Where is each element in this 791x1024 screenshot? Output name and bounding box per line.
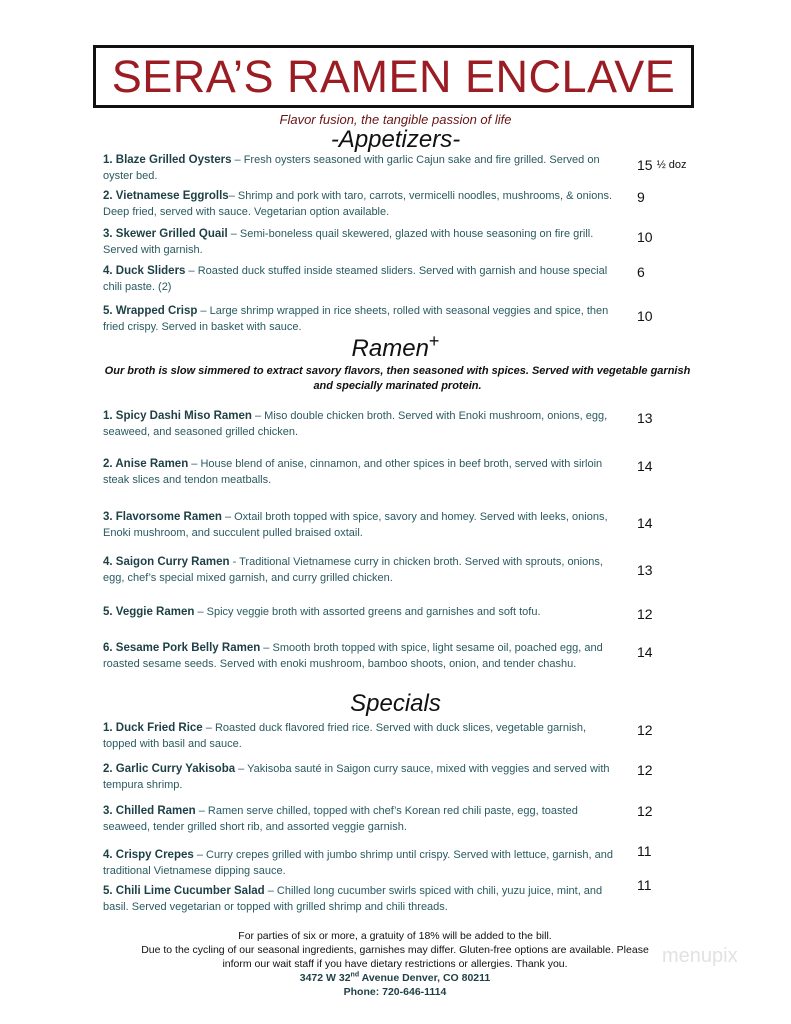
item-name: 4. Duck Sliders: [103, 265, 186, 277]
item-name: 1. Blaze Grilled Oysters: [103, 154, 232, 166]
item-price: 13: [637, 410, 653, 426]
item-price: 12: [637, 762, 653, 778]
ramen-heading: [0, 331, 791, 362]
item-price: 10: [637, 308, 653, 324]
item-name: 3. Flavorsome Ramen: [103, 511, 222, 523]
specials-item: [103, 884, 618, 915]
tagline: Flavor fusion, the tangible passion of life: [279, 112, 512, 127]
item-price: 11: [637, 877, 652, 893]
phone: Phone: 720-646-1114: [343, 986, 447, 998]
ramen-item: [103, 641, 618, 672]
ramen-item: [103, 510, 618, 541]
item-description: – Large shrimp wrapped in rice sheets, rolled with seasonal veggies and spice, then fried crispy. Served in basket with sauce.: [103, 305, 609, 333]
item-price: 10: [637, 229, 653, 245]
item-price: 15 $^{\frac{1}{2} doz}$: [637, 157, 687, 173]
item-description: – Miso double chicken broth. Served with Enoki mushroom, onions, egg, seaweed, and seasoned grilled chicken.: [103, 410, 608, 438]
specials-item: [103, 804, 618, 835]
item-description: – Roasted duck flavored fried rice. Served with duck slices, vegetable garnish, topped with basil and sauce.: [103, 722, 587, 750]
ramen-item: [103, 555, 618, 586]
ramen-heading-mark: +: [428, 331, 440, 351]
item-price: 6: [637, 264, 645, 280]
item-description: – Smooth broth topped with spice, light sesame oil, poached egg, and roasted sesame seeds. Served with enoki mushroom, bamboo shoots, onion, and tender chashu.: [103, 642, 603, 670]
item-name: 1. Spicy Dashi Miso Ramen: [103, 410, 252, 422]
appetizers-item: [103, 227, 618, 258]
item-description: – Yakisoba sauté in Saigon curry sauce, mixed with veggies and served with tempura shrimp.: [103, 763, 610, 791]
item-description: – Ramen serve chilled, topped with chef’s Korean red chili paste, egg, toasted seaweed, tender grilled short rib, and assorted veggie garnish.: [103, 805, 578, 833]
item-price: 9: [637, 189, 645, 205]
item-description: – House blend of anise, cinnamon, and other spices in beef broth, served with sirloin steak slices and tendon meatballs.: [103, 458, 603, 486]
ramen-item: [103, 457, 618, 488]
item-name: 1. Duck Fried Rice: [103, 722, 203, 734]
item-price: 14: [637, 458, 653, 474]
specials-item: [103, 721, 618, 752]
item-name: 5. Chili Lime Cucumber Salad: [103, 885, 265, 897]
item-description: – Semi-boneless quail skewered, glazed with house seasoning on fire grill. Served with garnish.: [103, 228, 594, 256]
item-description: - Traditional Vietnamese curry in chicken broth. Served with sprouts, onions, egg, chef’s special mixed garnish, and curry grilled chicken.: [103, 556, 603, 584]
item-price: 12: [637, 722, 653, 738]
ramen-heading-text: Ramen: [351, 335, 429, 362]
footer: [140, 929, 650, 999]
item-description: – Chilled long cucumber swirls spiced with chili, yuzu juice, mint, and basil. Served vegetarian or topped with grilled shrimp and chili threads.: [103, 885, 603, 913]
address-street: 3472 W 32: [299, 972, 351, 984]
appetizers-item: [103, 189, 618, 220]
item-name: 3. Skewer Grilled Quail: [103, 228, 228, 240]
address-ordinal: nd: [350, 971, 360, 979]
item-name: 3. Chilled Ramen: [103, 805, 196, 817]
item-price: 12: [637, 803, 653, 819]
restaurant-title: SERA’S RAMEN ENCLAVE: [111, 50, 676, 102]
item-name: 2. Anise Ramen: [103, 458, 189, 470]
item-name: 4. Crispy Crepes: [103, 849, 194, 861]
item-name: 2. Garlic Curry Yakisoba: [103, 763, 236, 775]
item-description: – Oxtail broth topped with spice, savory and homey. Served with leeks, onions, Enoki mushroom, and succulent pulled braised oxtail.: [103, 511, 608, 539]
restaurant-title-box: [93, 45, 694, 108]
ingredients-note: Due to the cycling of our seasonal ingredients, garnishes may differ. Gluten-free options are available. Please inform our wait staff if you have dietary restrictions or allergies. Thank you.: [141, 944, 649, 970]
item-description: – Fresh oysters seasoned with garlic Cajun sake and fire grilled. Served on oyster bed.: [103, 154, 600, 182]
specials-heading: Specials: [350, 690, 441, 717]
ramen-intro: Our broth is slow simmered to extract savory flavors, then seasoned with spices. Served with vegetable garnish and specially marinated protein.: [104, 365, 691, 392]
item-description: – Roasted duck stuffed inside steamed sliders. Served with garnish and house special chili paste. (2): [103, 265, 608, 293]
appetizers-item: [103, 153, 618, 184]
item-price: 14: [637, 515, 653, 531]
item-name: 2. Vietnamese Eggrolls: [103, 190, 229, 202]
item-name: 5. Wrapped Crisp: [103, 305, 198, 317]
specials-item: [103, 848, 618, 879]
ramen-item: [103, 409, 618, 440]
appetizers-heading: -Appetizers-: [330, 126, 461, 153]
item-price: 11: [637, 843, 652, 859]
item-name: 4. Saigon Curry Ramen: [103, 556, 230, 568]
gratuity-note: For parties of six or more, a gratuity of 18% will be added to the bill.: [238, 930, 552, 942]
price-unit: ½ doz: [656, 159, 687, 171]
item-name: 6. Sesame Pork Belly Ramen: [103, 642, 261, 654]
ramen-item: [103, 605, 618, 621]
item-price: 13: [637, 562, 653, 578]
item-description: – Spicy veggie broth with assorted greens and garnishes and soft tofu.: [194, 606, 541, 618]
specials-item: [103, 762, 618, 793]
address: [140, 971, 650, 985]
item-description: – Shrimp and pork with taro, carrots, vermicelli noodles, mushrooms, & onions. Deep fried, served with sauce. Vegetarian option available.: [103, 190, 613, 218]
appetizers-item: [103, 304, 618, 335]
address-city: Avenue Denver, CO 80211: [359, 972, 491, 984]
watermark: menupix: [662, 945, 738, 967]
item-price: 14: [637, 644, 653, 660]
item-description: – Curry crepes grilled with jumbo shrimp until crispy. Served with lettuce, garnish, and traditional Vietnamese dipping sauce.: [103, 849, 613, 877]
item-name: 5. Veggie Ramen: [103, 606, 195, 618]
item-price: 12: [637, 606, 653, 622]
appetizers-item: [103, 264, 618, 295]
